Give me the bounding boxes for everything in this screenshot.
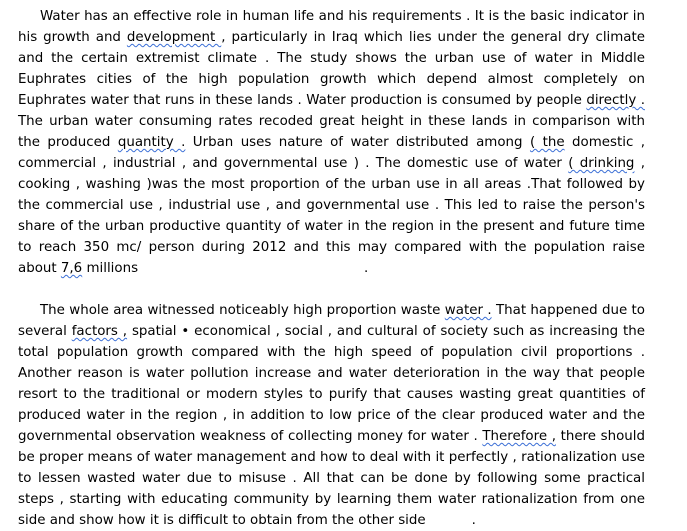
text-run: , cooking , washing )was the most proportion of the urban use in all areas .That followed by the commercial use , industrial use , and governmental use . This led to raise the person's share of the urban productive quantity of water in the region in the present and future time to reach 350 mc/ person during 2012 and this may compared with the population raise about <box>18 156 645 276</box>
text-run: , particularly in Iraq which lies under the general dry climate and the certain extremist climate . The study shows the urban use of water in Middle Euphrates cities of the high population growth which depend almost completely on Euphrates water that runs in these lands . Water production is consumed by people <box>18 30 646 108</box>
abstract-paragraph-2 <box>18 300 645 531</box>
proofing-flagged-word: directly . <box>586 93 645 108</box>
text-run: Urban uses nature of water distributed among <box>185 135 530 150</box>
proofing-flagged-word: factors , <box>71 324 128 339</box>
text-run: domestic , commercial , industrial , and governmental use ) . The domestic use of water <box>18 135 646 171</box>
proofing-flagged-word: water . <box>444 303 492 318</box>
text-run: spatial • economical , social , and cultural of society such as increasing the total population growth compared with the high speed of population civil proportions . Another reason is water pollution increase and water deterioration in the way that people resort to the traditional or modern styles to purify that causes wasting great quantities of produced water in the region , in addition to low price of the clear produced water and the governmental observation weakness of collecting money for water . <box>18 324 645 444</box>
proofing-flagged-word: quantity . <box>117 135 186 150</box>
proofing-flagged-word: ( the <box>529 135 565 150</box>
text-run: That happened due to several <box>18 303 645 339</box>
paragraph-1-text <box>18 9 645 276</box>
abstract-paragraph-1 <box>18 6 645 279</box>
text-run: millions <box>82 261 139 276</box>
proofing-flagged-word: development <box>126 30 222 45</box>
text-run: Water has an effective role in human life and his requirements . It is the basic indicator in his growth and <box>18 9 645 45</box>
proofing-flagged-word: ( drinking <box>568 156 635 171</box>
document-page <box>18 6 645 531</box>
text-run: there should be proper means of water management and how to deal with it perfectly , rationalization use to lessen wasted water due to misuse . All that can be done by following some practical steps , starting with educating community by learning them water rationalization from one side and show how it is difficult to obtain from the other side <box>18 429 645 528</box>
proofing-flagged-word: Therefore , <box>482 429 556 444</box>
paragraph-indent <box>18 303 40 318</box>
paragraph-1-trailing-mark: . <box>364 261 369 276</box>
paragraph-2-trailing-mark: . <box>471 513 476 528</box>
paragraph-2-text <box>18 303 645 528</box>
paragraph-indent <box>18 9 40 24</box>
text-run: The whole area witnessed noticeably high proportion waste <box>40 303 445 318</box>
text-run: The urban water consuming rates recoded great height in these lands in comparison with the produced <box>18 114 645 150</box>
proofing-flagged-word: 7,6 <box>60 261 83 276</box>
